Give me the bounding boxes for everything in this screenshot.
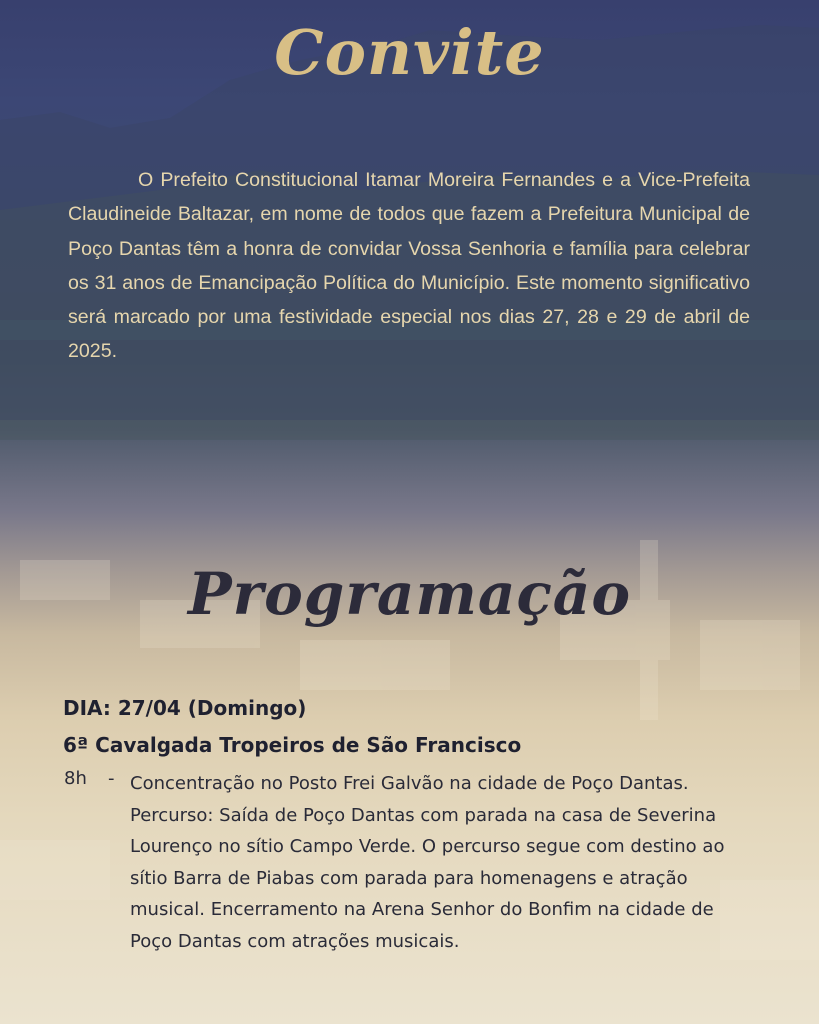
program-title: Programação [187,560,632,628]
event-separator: - [108,768,115,789]
invite-text: O Prefeito Constitucional Itamar Moreira Fernandes e a Vice-Prefeita Claudineide Baltazar, em nome de todos que fazem a Prefeitura Municipal de Poço Dantas têm a honra de convidar Vossa Senhoria e família para celebrar os 31 anos de Emancipação Política do Município. Este momento significativo será marcado por uma festividade especial nos dias 27, 28 e 29 de abril de 2025. [68,169,750,363]
event-title: 6ª Cavalgada Tropeiros de São Francisco [63,733,522,757]
event-time: 8h [64,768,87,789]
day-heading: DIA: 27/04 (Domingo) [63,696,307,720]
event-description: Concentração no Posto Frei Galvão na cidade de Poço Dantas. Percurso: Saída de Poço Dantas com parada na casa de Severina Lourenço no sítio Campo Verde. O percurso segue com destino ao sítio Barra de Piabas com parada para homenagens e atração musical. Encerramento na Arena Senhor do Bonfim na cidade de Poço Dantas com atrações musicais. [130,773,725,952]
invite-title: Convite [274,16,545,89]
